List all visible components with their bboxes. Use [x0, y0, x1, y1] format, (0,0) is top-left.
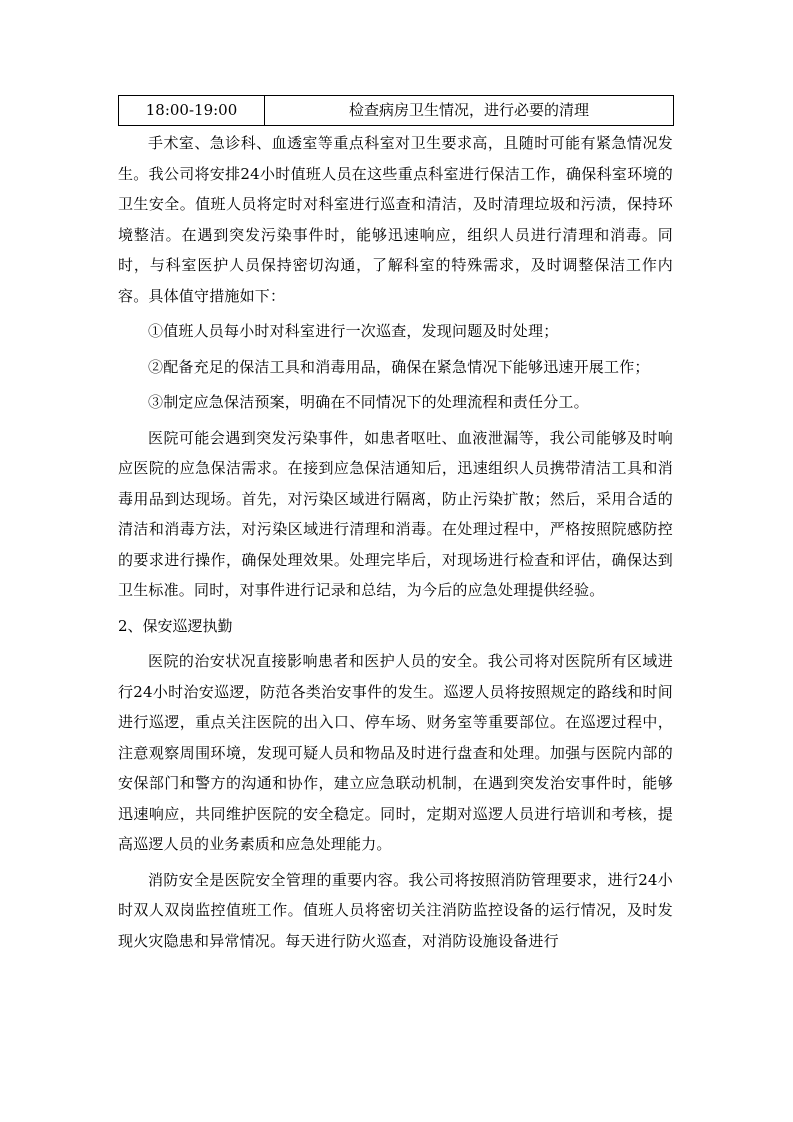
- paragraph-key-departments: 手术室、急诊科、血透室等重点科室对卫生要求高，且随时可能有紧急情况发生。我公司将安排24小时值班人员在这些重点科室进行保洁工作，确保科室环境的卫生安全。值班人员将定时对科室进行巡查和清洁，及时清理垃圾和污渍，保持环境整洁。在遇到突发污染事件时，能够迅速响应，组织人员进行清理和消毒。同时，与科室医护人员保持密切沟通，了解科室的特殊需求，及时调整保洁工作内容。具体值守措施如下：: [118, 134, 673, 305]
- time-cell: 18:00-19:00: [119, 96, 265, 126]
- paragraph-security-patrol: 医院的治安状况直接影响患者和医护人员的安全。我公司将对医院所有区域进行24小时治安巡逻，防范各类治安事件的发生。巡逻人员将按照规定的路线和时间进行巡逻，重点关注医院的出入口、停车场、财务室等重要部位。在巡逻过程中，注意观察周围环境，发现可疑人员和物品及时进行盘查和处理。加强与医院内部的安保部门和警方的沟通和协作，建立应急联动机制，在遇到突发治安事件时，能够迅速响应，共同维护医院的安全稳定。同时，定期对巡逻人员进行培训和考核，提高巡逻人员的业务素质和应急处理能力。: [118, 652, 673, 853]
- table-row: [119, 96, 674, 126]
- list-item: ③制定应急保洁预案，明确在不同情况下的处理流程和责任分工。: [148, 393, 589, 411]
- list-item: ②配备充足的保洁工具和消毒用品，确保在紧急情况下能够迅速开展工作；: [148, 357, 650, 376]
- paragraph-fire-safety: 消防安全是医院安全管理的重要内容。我公司将按照消防管理要求，进行24小时双人双岗监控值班工作。值班人员将密切关注消防监控设备的运行情况，及时发现火灾隐患和异常情况。每天进行防火巡查，对消防设施设备进行: [118, 870, 673, 950]
- list-item: ①值班人员每小时对科室进行一次巡查，发现问题及时处理；: [148, 322, 559, 340]
- paragraph-emergency-cleaning: 医院可能会遇到突发污染事件，如患者呕吐、血液泄漏等，我公司能够及时响应医院的应急保洁需求。在接到应急保洁通知后，迅速组织人员携带清洁工具和消毒用品到达现场。首先，对污染区域进行隔离，防止污染扩散；然后，采用合适的清洁和消毒方法，对污染区域进行清理和消毒。在处理过程中，严格按照院感防控的要求进行操作，确保处理效果。处理完毕后，对现场进行检查和评估，确保达到卫生标准。同时，对事件进行记录和总结，为今后的应急处理提供经验。: [118, 428, 673, 599]
- body-text: [118, 128, 673, 961]
- task-cell: 检查病房卫生情况，进行必要的清理: [265, 96, 674, 126]
- schedule-table: [118, 95, 674, 126]
- section-heading: 2、保安巡逻执勤: [118, 616, 233, 635]
